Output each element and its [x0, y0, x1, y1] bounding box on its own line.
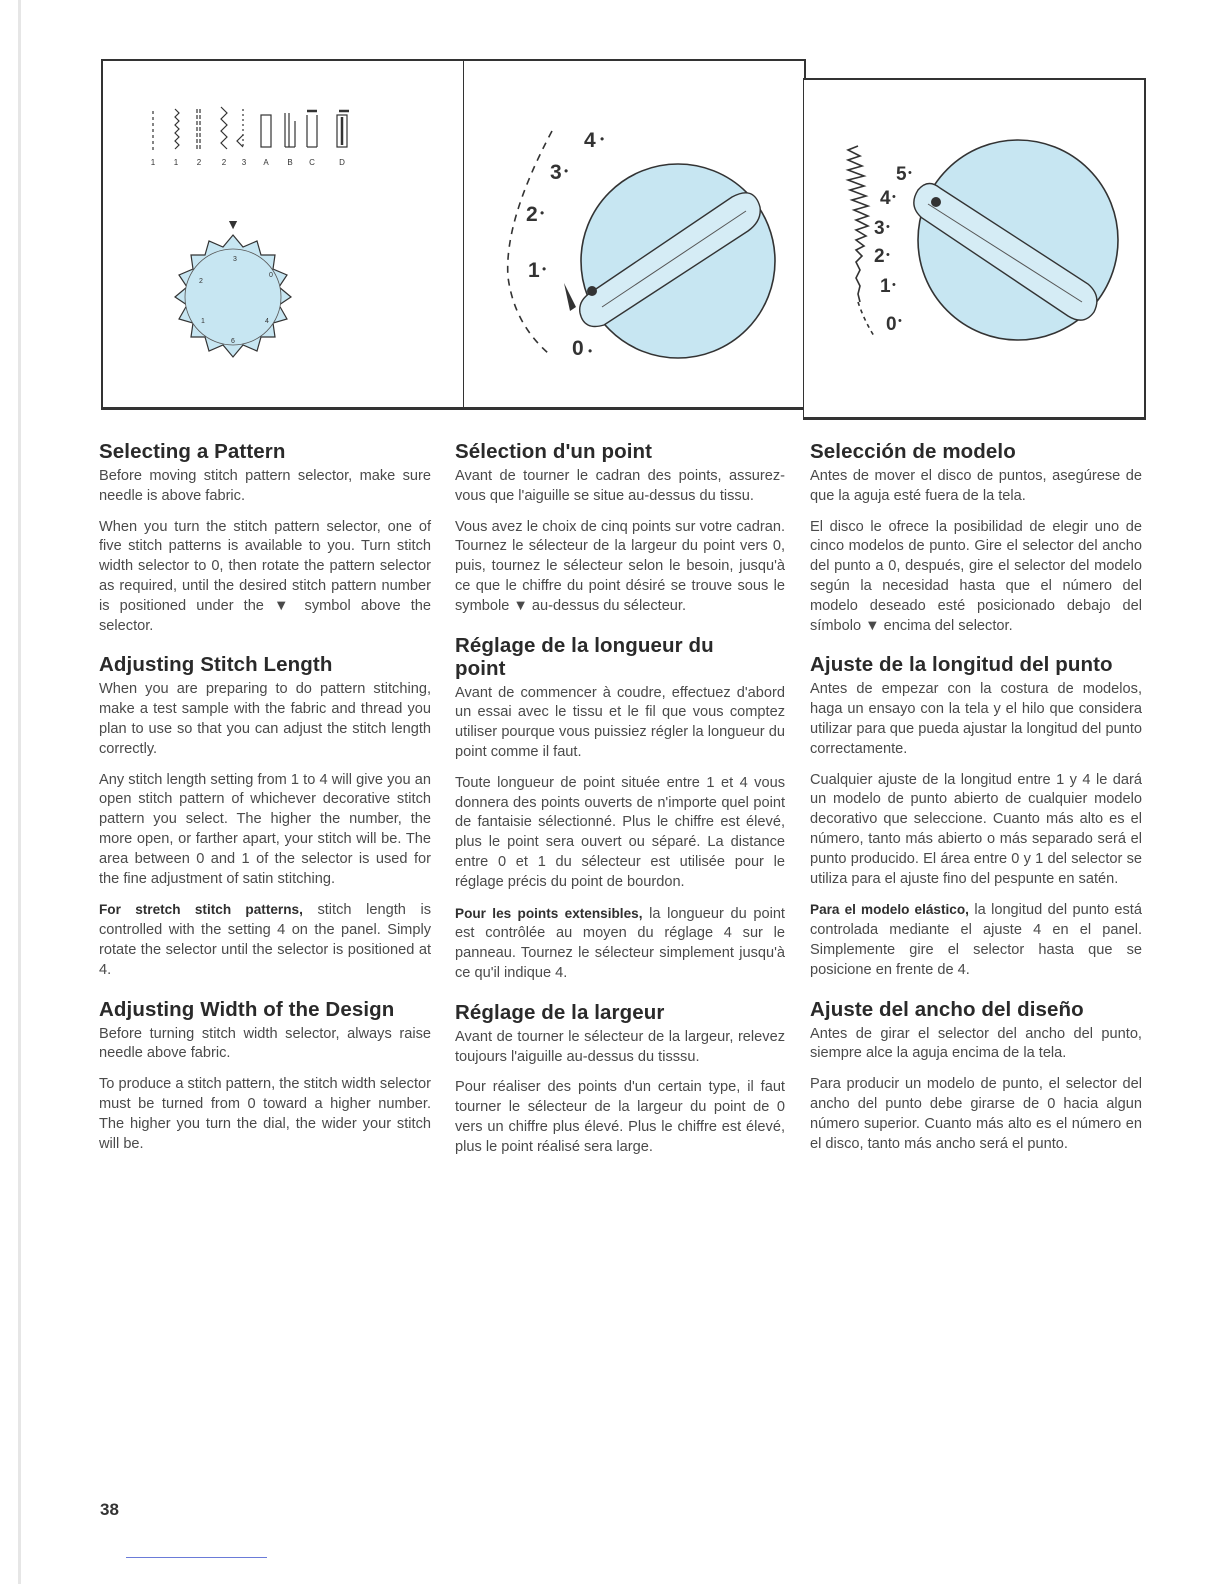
- dial-number-6: 6: [231, 338, 235, 345]
- column-english: [99, 440, 431, 1165]
- lead-stretch-es: Para el modelo elástico,: [810, 902, 969, 918]
- pattern-selector-illustration: [103, 61, 465, 407]
- para-length-3-body-es: la longitud del punto está controlada mediante el ajuste 4 en el panel. Simplemente gire el selector hasta que se posicione en frente de 4.: [810, 902, 1142, 978]
- length-dot-1: •: [892, 279, 896, 291]
- length-scale-dashes: [858, 302, 874, 336]
- para-length-3-fr: [455, 904, 785, 984]
- length-dot-5: •: [908, 167, 912, 179]
- para-length-3-body-en: stitch length is controlled with the setting 4 on the panel. Simply rotate the selector until the selector is positioned at 4.: [99, 902, 431, 978]
- width-dot-4: •: [600, 132, 605, 146]
- para-width-2-fr: Pour réaliser des points d'un certain type, il faut tourner le sélecteur de la largeur du point de 0 vers un chiffre plus élevé. Plus le chiffre est élevé, plus le point réalisé sera large.: [455, 1079, 785, 1155]
- length-dot-2: •: [886, 249, 890, 261]
- lead-stretch-fr: Pour les points extensibles,: [455, 905, 643, 921]
- pointer-triangle-icon: ▼: [226, 216, 240, 232]
- para-selecting-2-fr: Vous avez le choix de cinq points sur votre cadran. Tournez le sélecteur de la largeur du point vers 0, puis, tournez le sélecteur selon le besoin, jusqu'à ce que le chiffre du point désiré se trouve sous le symbole ▼ au-dessus du sélecteur.: [455, 518, 785, 614]
- width-indicator-dot: [587, 286, 597, 296]
- triple-zigzag-symbol: [221, 107, 227, 149]
- heading-width-design-es: Ajuste del ancho del diseño: [810, 997, 1084, 1021]
- dial-number-2: 2: [199, 278, 203, 285]
- para-width-2-en: To produce a stitch pattern, the stitch width selector must be turned from 0 toward a higher number. The higher you turn the dial, the wider your stitch will be.: [99, 1076, 431, 1152]
- buttonhole-c-symbol: [307, 111, 317, 147]
- column-spanish: [810, 440, 1142, 1165]
- blind-hem-symbol: [237, 109, 243, 149]
- length-dot-3: •: [886, 221, 890, 233]
- para-length-1-fr: Avant de commencer à coudre, effectuez d'abord un essai avec le tissu et le fil que vous comptez utiliser pourque vous puissiez régler la longueur du point comme il faut.: [455, 684, 785, 760]
- column-french: [455, 440, 785, 1169]
- symbol-number-2b: 2: [221, 158, 227, 167]
- stitch-symbols-row: [153, 107, 349, 151]
- para-length-2-es: Cualquier ajuste de la longitud entre 1 y 4 le dará un modelo de punto abierto de cualquier modelo decorativo que seleccione. Cuanto más alto es el número, tanto más abierto o más separado será el punto producido. El área entre 0 y 1 del selector se utiliza para el ajuste fino del pespunte en satén.: [810, 771, 1142, 887]
- para-length-1-en: When you are preparing to do pattern stitching, make a test sample with the fabric and thread you plan to use so that you can adjust the stitch length correctly.: [99, 681, 431, 757]
- para-width-1-en: Before turning stitch width selector, always raise needle above fabric.: [99, 1025, 431, 1062]
- page-edge-shadow: [18, 0, 21, 1584]
- length-dot-4: •: [892, 191, 896, 203]
- page-number: 38: [100, 1500, 119, 1519]
- length-number-0: 0: [886, 314, 897, 335]
- width-number-2: 2: [526, 203, 538, 226]
- para-selecting-1-es: Antes de mover el disco de puntos, asegúrese de que la aguja esté fuera de la tela.: [810, 468, 1142, 504]
- heading-width-design-fr: Réglage de la largeur: [455, 1000, 665, 1024]
- para-length-3-es: [810, 900, 1142, 980]
- para-length-3-body-fr: la longueur du point est contrôlée au moyen du réglage 4 sur le panneau. Tournez le sélecteur simplement jusqu'à ce qu'il indique 4.: [455, 905, 785, 981]
- para-width-2-es: Para producir un modelo de punto, el selector del ancho del punto debe girarse de 0 hacia algun número superior. Cuanto más alto es el número en el disco, tanto más ancho será el punto.: [810, 1076, 1142, 1152]
- symbol-number-1b: 1: [173, 158, 179, 167]
- heading-selecting-pattern-en: Selecting a Pattern: [99, 440, 286, 463]
- buttonhole-a-symbol: [261, 115, 271, 147]
- lead-stretch-en: For stretch stitch patterns,: [99, 902, 303, 918]
- width-pointer-mark: [564, 283, 576, 311]
- dial-number-0: 0: [269, 272, 273, 279]
- width-dot-3: •: [564, 164, 569, 178]
- length-dot-0: •: [898, 315, 902, 327]
- para-selecting-1-en: Before moving stitch pattern selector, make sure needle is above fabric.: [99, 468, 431, 504]
- symbol-letter-b: B: [287, 158, 293, 167]
- length-scale-zigzag: [848, 146, 868, 302]
- width-number-4: 4: [584, 129, 596, 152]
- heading-selecting-pattern-fr: Sélection d'un point: [455, 440, 653, 463]
- symbol-letter-d: D: [339, 158, 345, 167]
- dial-number-4: 4: [265, 318, 269, 325]
- para-length-3-en: [99, 900, 431, 980]
- width-dot-2: •: [540, 206, 545, 220]
- heading-stitch-length-fr: Réglage de la longueur du point: [455, 633, 714, 680]
- symbol-letter-c: C: [309, 158, 315, 167]
- length-number-3: 3: [874, 218, 885, 239]
- para-length-1-es: Antes de empezar con la costura de modelos, haga un ensayo con la tela y el hilo que considera utilizar para que pueda ajustar la longitud del punto correctamente.: [810, 681, 1142, 757]
- length-number-5: 5: [896, 164, 907, 185]
- width-number-3: 3: [550, 161, 562, 184]
- length-number-4: 4: [880, 188, 891, 209]
- para-length-2-en: Any stitch length setting from 1 to 4 will give you an open stitch pattern of whichever decorative stitch pattern you select. The higher the number, the more open, or farther apart, your stitch will be. The area between 0 and 1 of the selector is used for the fine adjustment of satin stitching.: [99, 771, 431, 887]
- heading-width-design-en: Adjusting Width of the Design: [99, 997, 395, 1021]
- buttonhole-d-symbol: [337, 111, 349, 147]
- para-length-2-fr: Toute longueur de point située entre 1 et 4 vous donnera des points ouverts de n'importe quel point de fantaisie sélectionné. Plus le chiffre est élevé, plus le point sera ouvert ou séparé. La distance entre 0 et 1 du sélecteur est utilisée pour le réglage précis du point de bourdon.: [455, 774, 785, 890]
- dial-number-3: 3: [233, 256, 237, 263]
- para-selecting-1-fr: Avant de tourner le cadran des points, assurez-vous que l'aiguille se situe au-dessus du tissu.: [455, 468, 785, 504]
- figure-width-dial: [463, 59, 806, 410]
- length-dial-illustration: [804, 80, 1144, 417]
- buttonhole-b-symbol: [285, 113, 295, 147]
- width-number-0: 0: [572, 337, 584, 360]
- heading-stitch-length-es: Ajuste de la longitud del punto: [810, 653, 1113, 677]
- width-dial-illustration: [464, 61, 804, 407]
- length-number-2: 2: [874, 246, 885, 267]
- width-number-1: 1: [528, 259, 540, 282]
- symbol-number-3: 3: [241, 158, 247, 167]
- heading-selecting-pattern-es: Selección de modelo: [810, 440, 1016, 463]
- width-scale-arc: [508, 131, 552, 353]
- symbol-number-1a: 1: [150, 158, 156, 167]
- width-dot-0: •: [588, 344, 593, 358]
- heading-stitch-length-en: Adjusting Stitch Length: [99, 653, 333, 677]
- width-dot-1: •: [542, 262, 547, 276]
- length-indicator-dot: [931, 197, 941, 207]
- dial-number-1: 1: [201, 318, 205, 325]
- symbol-letter-a: A: [263, 158, 269, 167]
- figure-length-dial: [803, 78, 1146, 420]
- length-number-1: 1: [880, 276, 891, 297]
- para-selecting-2-en: When you turn the stitch pattern selector, one of five stitch patterns is available to you. Turn stitch width selector to 0, then rotate the pattern selector as required, until the desired stitch pattern number is positioned under the ▼ symbol above the selector.: [99, 518, 431, 634]
- para-width-1-es: Antes de girar el selector del ancho del punto, siempre alce la aguja encima de la tela.: [810, 1025, 1142, 1062]
- symbol-number-2a: 2: [196, 158, 202, 167]
- zigzag-stitch-symbol: [175, 109, 179, 149]
- para-width-1-fr: Avant de tourner le sélecteur de la largeur, relevez toujours l'aiguille au-dessus du tisssu.: [455, 1028, 785, 1065]
- para-selecting-2-es: El disco le ofrece la posibilidad de elegir uno de cinco modelos de punto. Gire el selector del ancho del punto a 0, después, gire el selector del modelo según la necesidad hasta que el número del modelo deseado esté posicionado debajo del símbolo ▼ encima del selector.: [810, 518, 1142, 634]
- triple-straight-symbol: [197, 109, 200, 149]
- figure-pattern-selector: [101, 59, 467, 410]
- footer-underline: [126, 1557, 267, 1558]
